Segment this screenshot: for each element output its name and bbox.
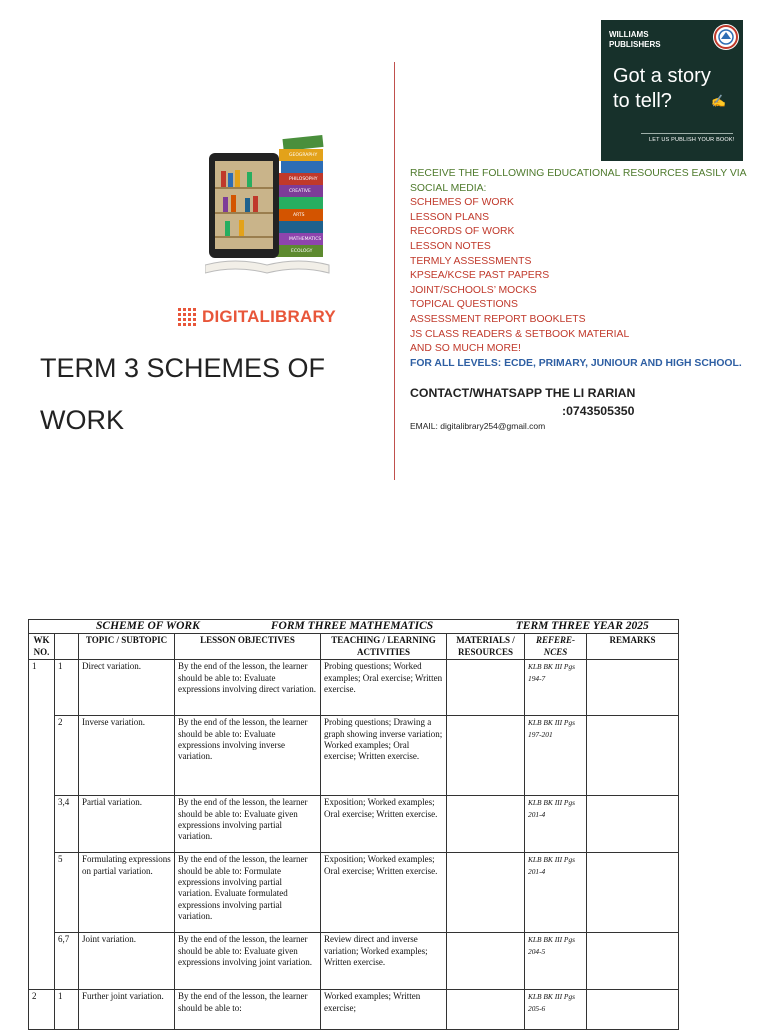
contact-number[interactable]: :0743505350 <box>562 404 635 418</box>
svg-text:GEOGRAPHY: GEOGRAPHY <box>289 153 318 158</box>
tagline-line-1: Got a story <box>613 65 711 87</box>
title-line-1: TERM 3 SCHEMES OF <box>40 353 326 383</box>
title-line-2: WORK <box>40 405 124 435</box>
cell-activities: Exposition; Worked examples; Oral exercise; Written exercise. <box>321 796 447 853</box>
table-row <box>29 853 679 933</box>
cell-materials <box>447 660 525 716</box>
header-objectives: LESSON OBJECTIVES <box>175 634 321 660</box>
cell-remarks <box>587 933 679 990</box>
brand-name: DIGITALIBRARY <box>202 307 336 326</box>
cell-references: KLB BK III Pgs 204-5 <box>525 933 587 990</box>
svg-text:CREATIVE: CREATIVE <box>289 189 311 194</box>
cell-references: KLB BK III Pgs 197-201 <box>525 716 587 796</box>
cell-materials <box>447 796 525 853</box>
header-remarks: REMARKS <box>587 634 679 660</box>
header-activities: TEACHING / LEARNING ACTIVITIES <box>321 634 447 660</box>
ad-divider <box>641 133 733 134</box>
cell-lesson-no: 6,7 <box>55 933 79 990</box>
cell-topic: Inverse variation. <box>79 716 175 796</box>
cell-activities: Probing questions; Drawing a graph showing inverse variation; Worked examples; Oral exercise; Written exercise. <box>321 716 447 796</box>
table-title-row <box>29 620 679 634</box>
cell-lesson-no: 1 <box>55 990 79 1030</box>
contact-block <box>410 384 650 420</box>
cell-objectives: By the end of the lesson, the learner should be able to: <box>175 990 321 1030</box>
cell-references: KLB BK III Pgs 201-4 <box>525 853 587 933</box>
cell-activities: Exposition; Worked examples; Oral exercise; Written exercise. <box>321 853 447 933</box>
cell-wk: 2 <box>29 990 55 1030</box>
contact-email[interactable]: EMAIL: digitalibrary254@gmail.com <box>410 421 546 431</box>
resource-item: SCHEMES OF WORK <box>410 197 514 209</box>
contact-label: CONTACT/WHATSAPP THE LI RARIAN <box>410 386 636 400</box>
cell-wk: 1 <box>29 660 55 990</box>
header-materials: MATERIALS / RESOURCES <box>447 634 525 660</box>
brand-dots-icon <box>178 308 196 326</box>
table-title <box>29 620 679 634</box>
ad-cta: LET US PUBLISH YOUR BOOK! <box>649 137 735 143</box>
cell-objectives: By the end of the lesson, the learner should be able to: Evaluate given expressions involving joint variation. <box>175 933 321 990</box>
resource-item: JS CLASS READERS & SETBOOK MATERIAL <box>410 328 630 340</box>
header-lesson-no <box>55 634 79 660</box>
cell-objectives: By the end of the lesson, the learner should be able to: Evaluate expressions involving direct variation. <box>175 660 321 716</box>
svg-text:ARTS: ARTS <box>293 213 305 218</box>
svg-text:PHILOSOPHY: PHILOSOPHY <box>289 177 318 182</box>
resource-item: TERMLY ASSESSMENTS <box>410 255 532 267</box>
vertical-divider <box>394 62 395 480</box>
header-wk: WK NO. <box>29 634 55 660</box>
resource-item: LESSON NOTES <box>410 240 491 252</box>
cell-topic: Formulating expressions on partial variation. <box>79 853 175 933</box>
resource-item: RECORDS OF WORK <box>410 226 515 238</box>
books-tablet-illustration <box>205 133 330 278</box>
cell-lesson-no: 1 <box>55 660 79 716</box>
publisher-name <box>609 30 689 50</box>
cell-remarks <box>587 660 679 716</box>
title-subject: FORM THREE MATHEMATICS <box>270 620 434 632</box>
scheme-of-work-table <box>28 619 679 1030</box>
cell-materials <box>447 716 525 796</box>
digitalibrary-logo <box>178 307 336 327</box>
table-row <box>29 796 679 853</box>
cell-activities: Worked examples; Written exercise; <box>321 990 447 1030</box>
cell-topic: Further joint variation. <box>79 990 175 1030</box>
resource-item: JOINT/SCHOOLS’ MOCKS <box>410 284 537 296</box>
resource-item: LESSON PLANS <box>410 211 490 223</box>
cell-lesson-no: 5 <box>55 853 79 933</box>
cell-materials <box>447 853 525 933</box>
cell-references: KLB BK III Pgs 201-4 <box>525 796 587 853</box>
cell-references: KLB BK III Pgs 194-7 <box>525 660 587 716</box>
resource-item: KPSEA/KCSE PAST PAPERS <box>410 270 550 282</box>
header-references: REFERE-NCES <box>525 634 587 660</box>
resources-levels: FOR ALL LEVELS: ECDE, PRIMARY, JUNIOUR AND HIGH SCHOOL. <box>410 357 742 369</box>
cell-topic: Partial variation. <box>79 796 175 853</box>
cell-remarks <box>587 853 679 933</box>
header-topic: TOPIC / SUBTOPIC <box>79 634 175 660</box>
title-scheme: SCHEME OF WORK <box>96 620 200 632</box>
cell-references: KLB BK III Pgs 205-6 <box>525 990 587 1030</box>
svg-text:MATHEMATICS: MATHEMATICS <box>289 237 322 242</box>
publisher-line-2: PUBLISHERS <box>609 40 661 49</box>
cell-objectives: By the end of the lesson, the learner should be able to: Evaluate expressions involving inverse variation. <box>175 716 321 796</box>
publisher-advert[interactable] <box>601 20 743 161</box>
cell-lesson-no: 3,4 <box>55 796 79 853</box>
cell-activities: Probing questions; Worked examples; Oral exercise; Written exercise. <box>321 660 447 716</box>
svg-text:ECOLOGY: ECOLOGY <box>291 249 313 254</box>
resource-item: ASSESSMENT REPORT BOOKLETS <box>410 313 586 325</box>
cell-topic: Joint variation. <box>79 933 175 990</box>
cell-lesson-no: 2 <box>55 716 79 796</box>
page-title <box>40 342 360 446</box>
cell-activities: Review direct and inverse variation; Worked examples; Written exercise. <box>321 933 447 990</box>
resource-item: TOPICAL QUESTIONS <box>410 299 518 311</box>
writer-figure-icon: ✍ <box>711 94 726 108</box>
publisher-seal-icon <box>713 24 739 50</box>
cell-objectives: By the end of the lesson, the learner should be able to: Formulate expressions involving partial variation. Evaluate formulated expressions involving partial variation. <box>175 853 321 933</box>
cell-objectives: By the end of the lesson, the learner should be able to: Evaluate given expressions involving partial variation. <box>175 796 321 853</box>
tagline-line-2: to tell? <box>613 90 672 112</box>
table-row <box>29 716 679 796</box>
cell-remarks <box>587 716 679 796</box>
resource-item: AND SO MUCH MORE! <box>410 343 521 355</box>
cell-remarks <box>587 796 679 853</box>
title-term: TERM THREE YEAR 2025 <box>515 620 649 632</box>
publisher-line-1: WILLIAMS <box>609 30 649 39</box>
table-row <box>29 933 679 990</box>
resources-intro: RECEIVE THE FOLLOWING EDUCATIONAL RESOURCES EASILY VIA SOCIAL MEDIA: <box>410 168 747 194</box>
table-header-row <box>29 634 679 660</box>
cell-topic: Direct variation. <box>79 660 175 716</box>
table-row <box>29 660 679 716</box>
resources-list <box>410 167 750 371</box>
cell-materials <box>447 933 525 990</box>
